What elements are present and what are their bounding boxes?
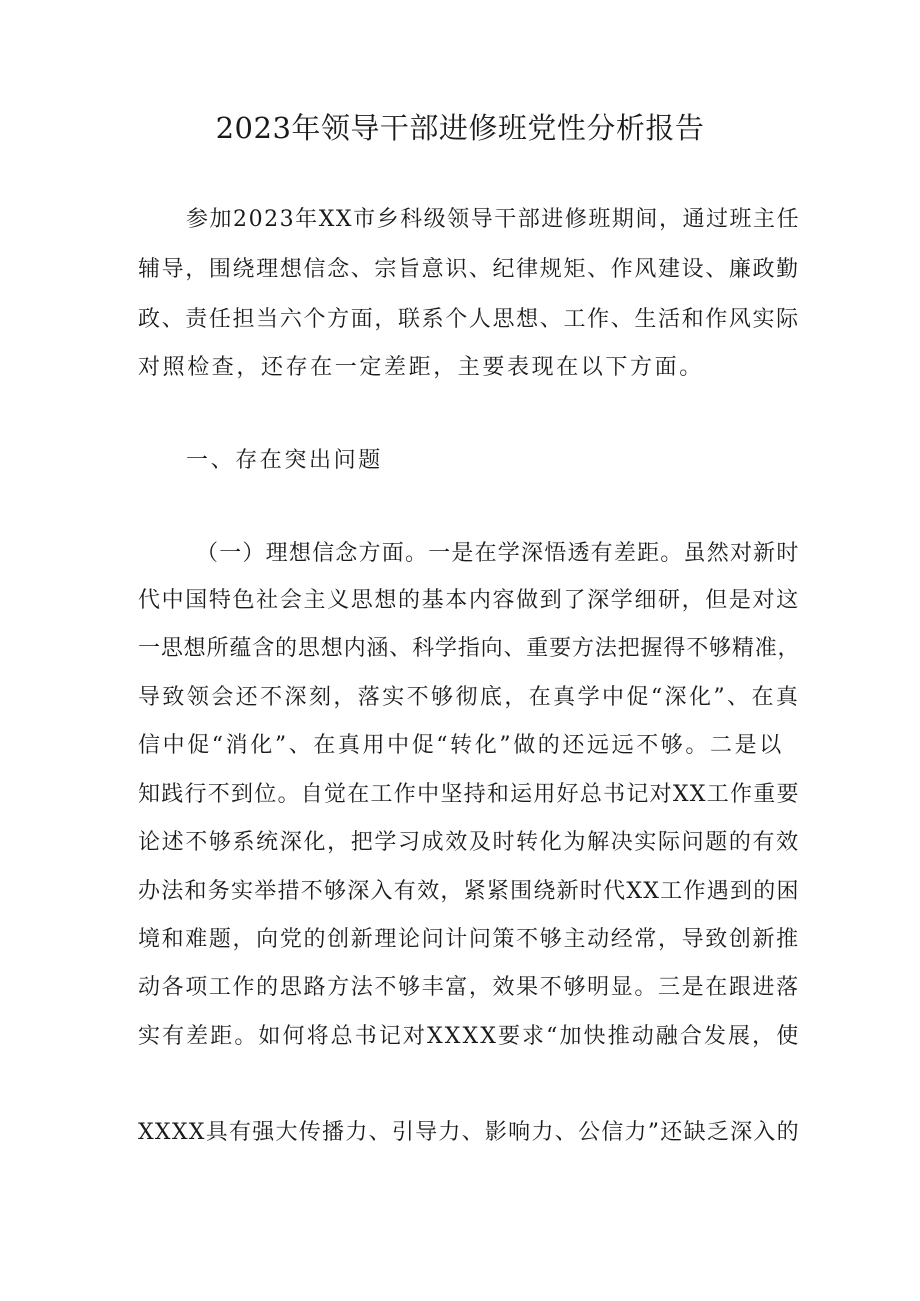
intro-line: 对照检查，还存在一定差距，主要表现在以下方面。 [138, 355, 704, 380]
body-line: 动各项工作的思路方法不够丰富，效果不够明显。三是在跟进落 [138, 975, 800, 1000]
intro-line: 参加2023年XX市乡科级领导干部进修班期间，通过班主任 [186, 207, 801, 232]
body-line: 代中国特色社会主义思想的基本内容做到了深学细研，但是对这 [138, 588, 800, 613]
body-line: 信中促“消化”、在真用中促“转化”做的还远远不够。二是以 [138, 733, 784, 758]
body-line: 实有差距。如何将总书记对XXXX要求“加快推动融合发展，使 [138, 1024, 801, 1049]
section-heading: 一、存在突出问题 [186, 448, 383, 473]
document-title: 2023年领导干部进修班党性分析报告 [215, 111, 705, 145]
intro-line: 辅导，围绕理想信念、宗旨意识、纪律规矩、作风建设、廉政勤 [138, 257, 800, 282]
body-line: 境和难题，向党的创新理论问计问策不够主动经常，导致创新推 [138, 927, 800, 952]
body-line: （一）理想信念方面。一是在学深悟透有差距。虽然对新时 [196, 541, 800, 566]
body-line: 论述不够系统深化，把学习成效及时转化为解决实际问题的有效 [138, 830, 800, 855]
body-line: 一思想所蕴含的思想内涵、科学指向、重要方法把握得不够精准， [138, 636, 801, 661]
body-line: 知践行不到位。自觉在工作中坚持和运用好总书记对XX工作重要 [138, 782, 800, 807]
body-line: 导致领会还不深刻，落实不够彻底，在真学中促“深化”、在真 [138, 685, 801, 710]
body-line: XXXX具有强大传播力、引导力、影响力、公信力”还缺乏深入的 [138, 1120, 800, 1145]
body-line: 办法和务实举措不够深入有效，紧紧围绕新时代XX工作遇到的困 [138, 879, 800, 904]
intro-line: 政、责任担当六个方面，联系个人思想、工作、生活和作风实际 [138, 307, 800, 332]
